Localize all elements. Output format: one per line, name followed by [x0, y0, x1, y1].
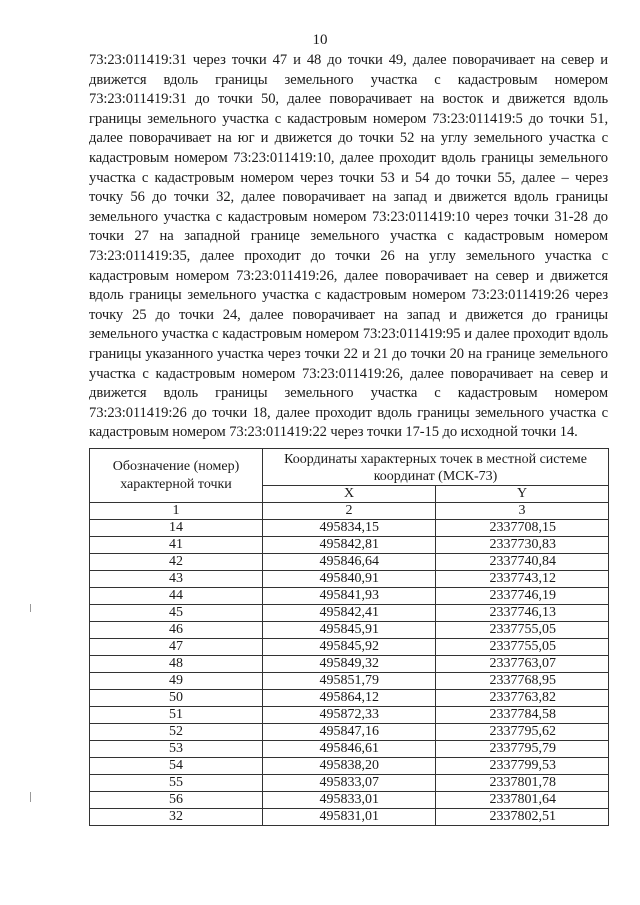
cell-x: 495845,92: [263, 639, 436, 656]
table-row: [90, 741, 609, 758]
cell-y: 2337755,05: [436, 639, 609, 656]
cell-x: 495840,91: [263, 571, 436, 588]
header-coordinates: Координаты характерных точек в местной системе координат (МСК-73): [263, 449, 609, 486]
cell-y: 2337795,79: [436, 741, 609, 758]
cell-x: 495842,81: [263, 537, 436, 554]
table-row: [90, 690, 609, 707]
table-row: [90, 520, 609, 537]
cell-x: 495838,20: [263, 758, 436, 775]
cell-point: 44: [90, 588, 263, 605]
table-row: [90, 639, 609, 656]
cell-y: 2337740,84: [436, 554, 609, 571]
header-x: X: [263, 486, 436, 503]
cell-y: 2337784,58: [436, 707, 609, 724]
margin-mark: [30, 604, 31, 612]
page-number: 10: [312, 32, 328, 48]
cell-y: 2337768,95: [436, 673, 609, 690]
cell-y: 2337801,78: [436, 775, 609, 792]
table-row: [90, 622, 609, 639]
cell-point: 52: [90, 724, 263, 741]
cell-x: 495864,12: [263, 690, 436, 707]
cell-x: 495833,01: [263, 792, 436, 809]
cell-x: 495847,16: [263, 724, 436, 741]
header-y: Y: [436, 486, 609, 503]
column-number: 3: [436, 503, 609, 520]
cell-point: 32: [90, 809, 263, 826]
coordinates-table: [89, 448, 609, 826]
table-row: [90, 605, 609, 622]
table-row: [90, 537, 609, 554]
table-row: [90, 809, 609, 826]
cell-point: 51: [90, 707, 263, 724]
table-row: [90, 571, 609, 588]
header-point-designation: Обозначение (номер) характерной точки: [90, 449, 263, 503]
cell-x: 495872,33: [263, 707, 436, 724]
cell-point: 48: [90, 656, 263, 673]
cell-y: 2337743,12: [436, 571, 609, 588]
cell-point: 47: [90, 639, 263, 656]
table-body: [90, 520, 609, 826]
table-row: [90, 724, 609, 741]
cell-point: 50: [90, 690, 263, 707]
cell-y: 2337802,51: [436, 809, 609, 826]
cell-point: 56: [90, 792, 263, 809]
table-row: [90, 554, 609, 571]
table-row: [90, 707, 609, 724]
margin-mark: [30, 792, 31, 802]
cell-x: 495846,61: [263, 741, 436, 758]
cell-point: 49: [90, 673, 263, 690]
cell-point: 46: [90, 622, 263, 639]
cell-x: 495834,15: [263, 520, 436, 537]
cell-x: 495841,93: [263, 588, 436, 605]
table-row: [90, 758, 609, 775]
cell-y: 2337708,15: [436, 520, 609, 537]
cell-y: 2337730,83: [436, 537, 609, 554]
cell-x: 495842,41: [263, 605, 436, 622]
cell-point: 53: [90, 741, 263, 758]
cell-point: 45: [90, 605, 263, 622]
cell-point: 54: [90, 758, 263, 775]
cell-y: 2337746,19: [436, 588, 609, 605]
column-number: 1: [90, 503, 263, 520]
cell-x: 495846,64: [263, 554, 436, 571]
cell-y: 2337801,64: [436, 792, 609, 809]
table-row: [90, 775, 609, 792]
cell-y: 2337795,62: [436, 724, 609, 741]
cell-point: 43: [90, 571, 263, 588]
cell-y: 2337763,07: [436, 656, 609, 673]
cell-x: 495845,91: [263, 622, 436, 639]
cell-y: 2337746,13: [436, 605, 609, 622]
column-number: 2: [263, 503, 436, 520]
table-row: [90, 792, 609, 809]
table-row: [90, 673, 609, 690]
cell-x: 495833,07: [263, 775, 436, 792]
table-row: [90, 656, 609, 673]
cell-y: 2337763,82: [436, 690, 609, 707]
cell-point: 41: [90, 537, 263, 554]
cell-y: 2337799,53: [436, 758, 609, 775]
cell-x: 495831,01: [263, 809, 436, 826]
cell-point: 55: [90, 775, 263, 792]
cell-point: 14: [90, 520, 263, 537]
body-paragraph: 73:23:011419:31 через точки 47 и 48 до точки 49, далее поворачивает на север и движется вдоль границы земельного участка с кадастровым номером 73:23:011419:31 до точки 50, далее поворачивает на восток и движется вдоль границы земельного участка с кадастровым номером 73:23:011419:5 до точки 51, далее поворачивает на юг и движется до точки 52 на углу земельного участка с кадастровым номером 73:23:011419:10, далее проходит вдоль границы земельного участка с кадастровым номером через точки 53 и 54 до точки 55, далее – через точку 56 до точки 32, далее поворачивает на запад и движется вдоль границы земельного участка с кадастровым номером 73:23:011419:10 через точки 31-28 до точки 27 на западной границе земельного участка с кадастровым номером 73:23:011419:35, далее проходит до точки 26 на углу земельного участка с кадастровым номером 73:23:011419:26, далее поворачивает на север и движется вдоль границы земельного участка с кадастровым номером 73:23:011419:26 через точку 25 до точки 24, далее поворачивает на запад и движется до границы земельного участка с кадастровым номером 73:23:011419:95 и далее проходит вдоль границы указанного участка через точки 22 и 21 до точки 20 на границе земельного участка с кадастровым номером 73:23:011419:26, далее поворачивает на север и движется вдоль границы земельного участка с кадастровым номером 73:23:011419:26 до точки 18, далее проходит вдоль границы земельного участка с кадастровым номером 73:23:011419:22 через точки 17-15 до исходной точки 14.: [89, 52, 608, 441]
cell-point: 42: [90, 554, 263, 571]
table-row: [90, 588, 609, 605]
cell-x: 495851,79: [263, 673, 436, 690]
cell-y: 2337755,05: [436, 622, 609, 639]
cell-x: 495849,32: [263, 656, 436, 673]
